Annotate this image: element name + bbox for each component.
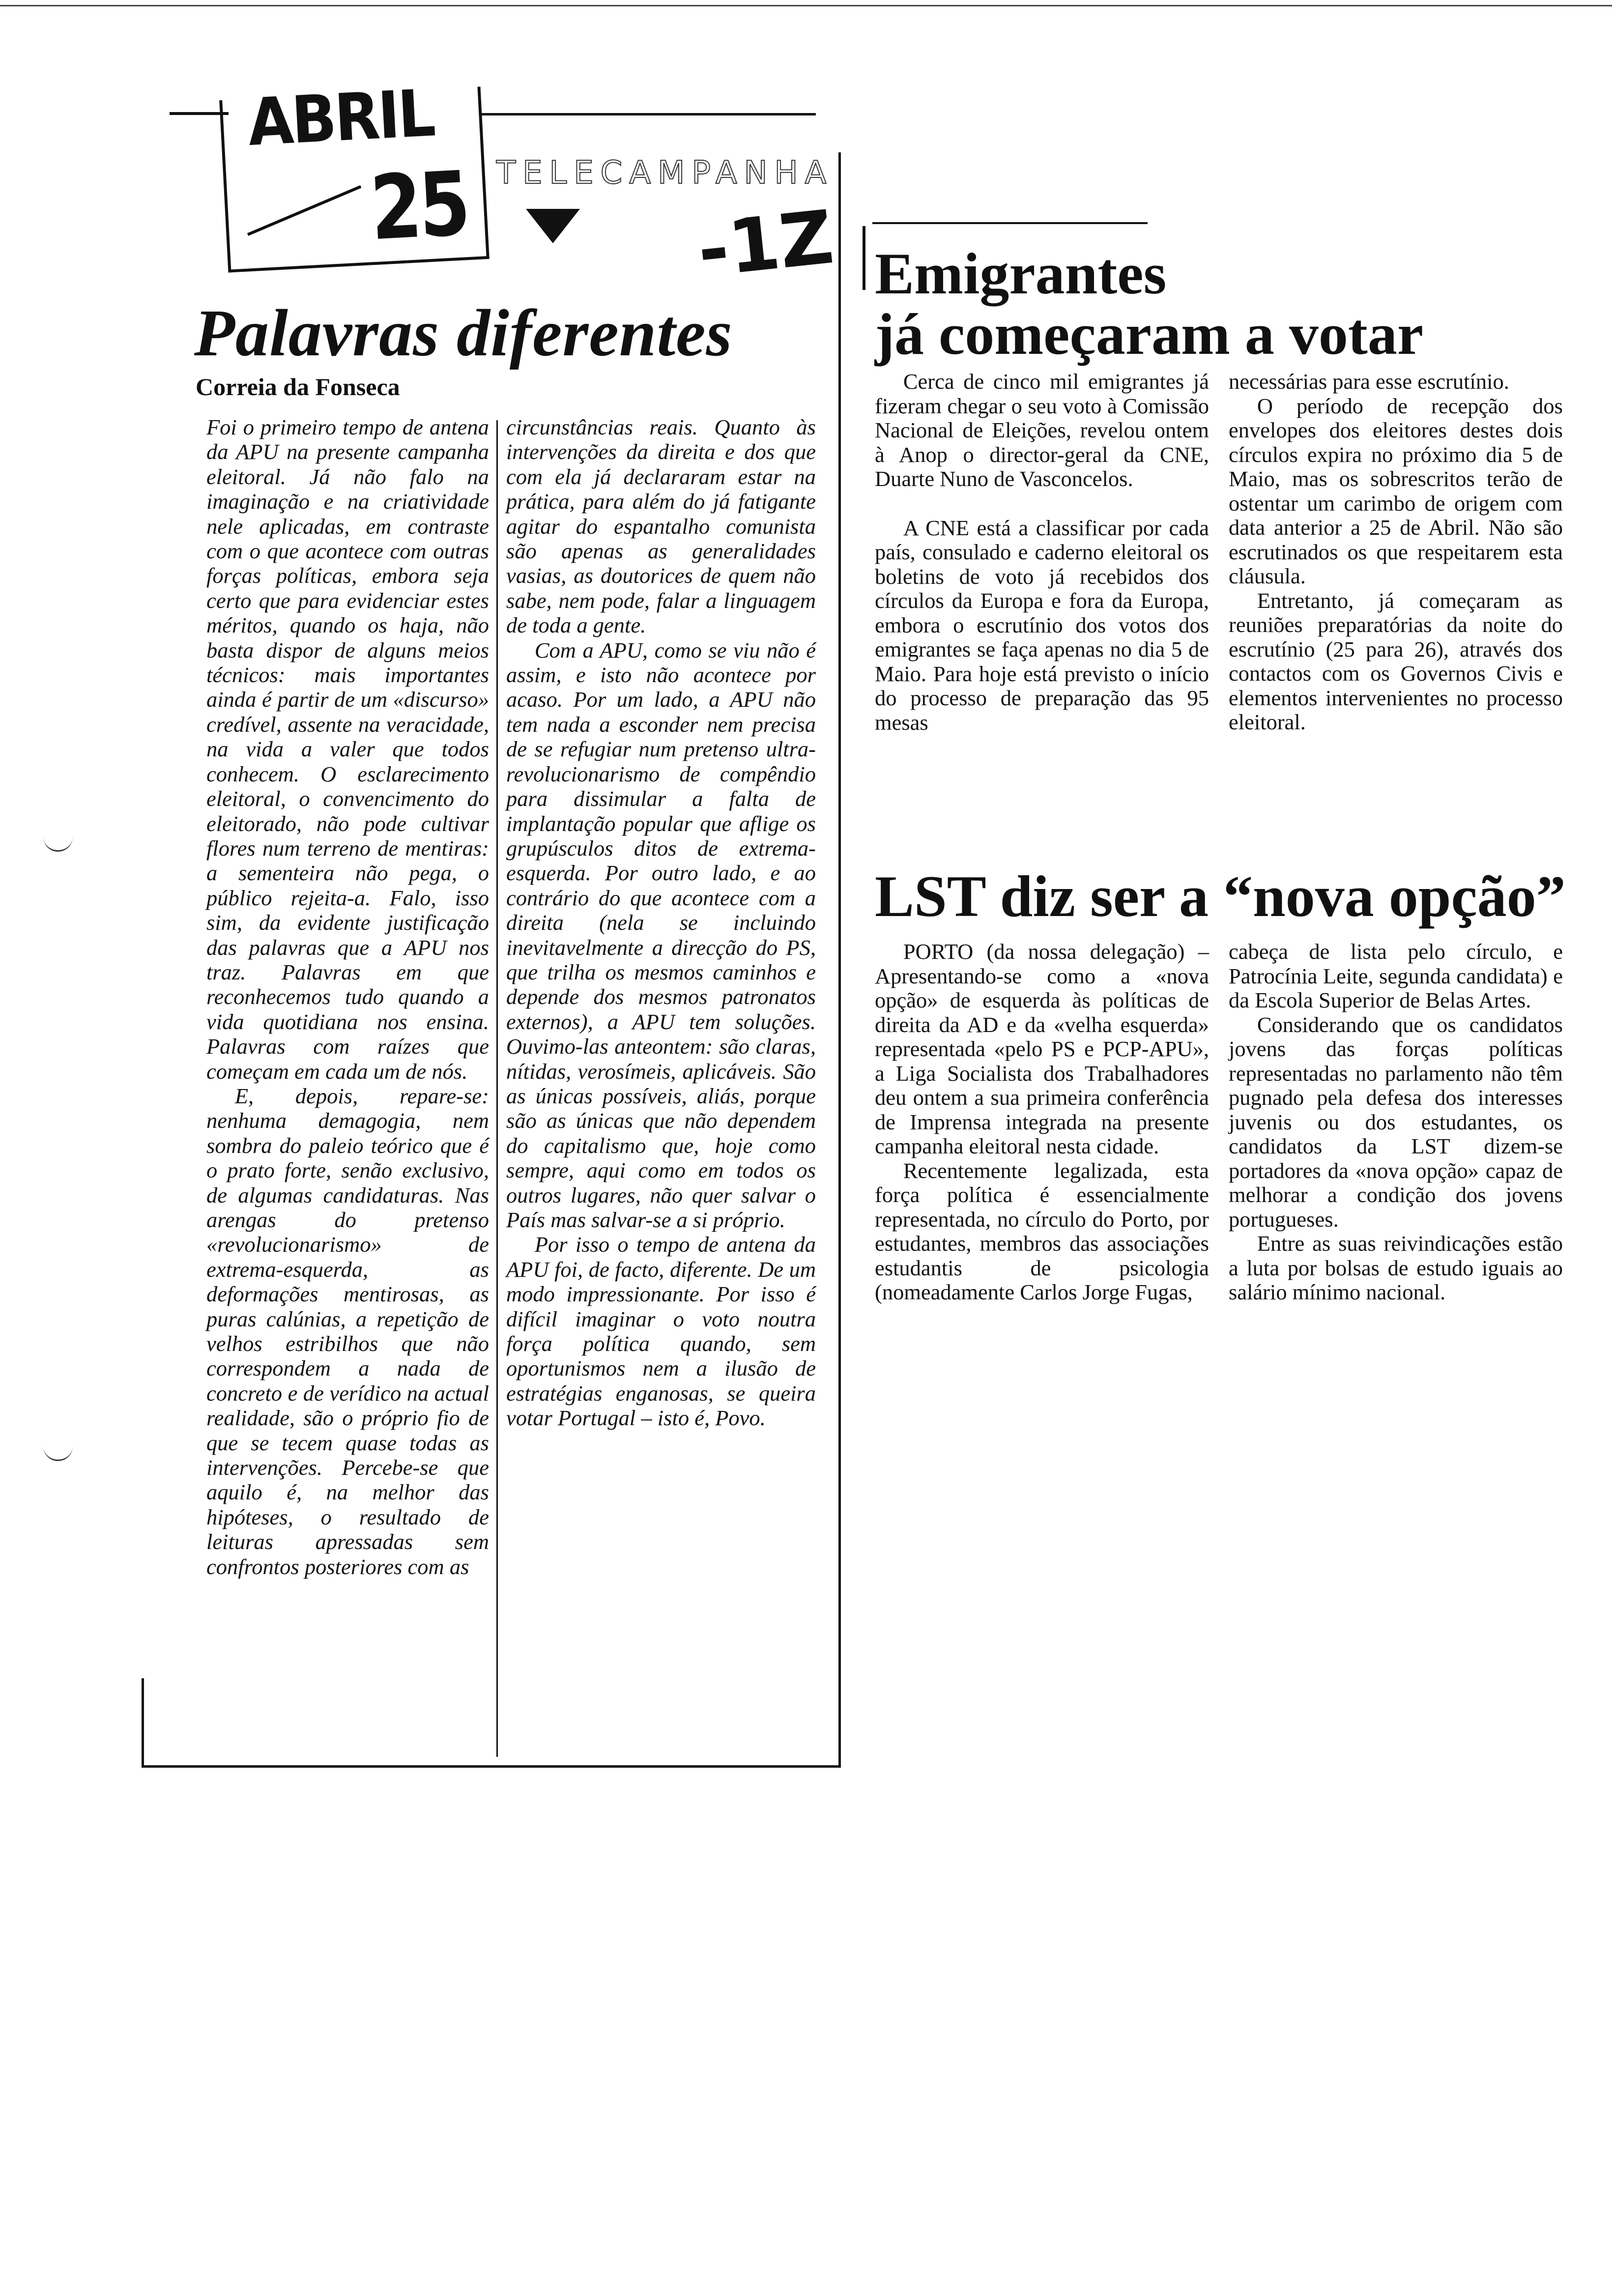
paragraph: O período de recepção dos envelopes dos eleitores destes dois círculos expira no próximo dia 5 de Maio, mas os sobrescritos terão de ostentar um carimbo de origem com data anterior a 25 de Abril. Não são escrutinados os que respeitarem esta cláusula.	[1229, 393, 1563, 588]
article-title: Palavras diferentes	[194, 296, 733, 370]
emigrantes-side-mark	[863, 226, 865, 290]
paragraph: E, depois, repare-se: nenhuma demagogia, nem sombra do paleio teórico que é o prato forte, senão exclusivo, de algumas candidaturas. Nas arengas do pretenso «revolucionarismo» de extrema-esquerda, as deformações mentirosas, as puras calúnias, a repetição de velhos estribilhos que não correspondem a nada de concreto e de verídico na actual realidade, são o próprio fio de que se tecem quase todas as intervenções. Percebe-se que aquilo é, na melhor das hipóteses, o resultado de leituras apressadas sem confrontos posteriores com as	[206, 1083, 489, 1579]
paragraph: Com a APU, como se viu não é assim, e isto não acontece por acaso. Por um lado, a APU não tem nada a esconder nem precisa de se refugiar num pretenso ultra-revolucionarismo de compêndio para dissimular a falta de implantação popular que aflige os grupúsculos ditos de extrema-esquerda. Por outro lado, e ao contrário do que acontece com a direita (nela se incluindo inevitavelmente a direcção do PS, que trilha os mesmos caminhos e depende dos mesmos patronatos externos), a APU tem soluções. Ouvimo-las anteontem: são claras, nítidas, verosímeis, aplicáveis. São as únicas possíveis, aliás, porque são as únicas que não dependem do capitalismo que, hoje como sempre, aqui como em todos os outros lugares, não quer salvar o País mas salvar-se a si próprio.	[506, 637, 816, 1232]
article-frame-left	[142, 1678, 144, 1767]
paragraph: Por isso o tempo de antena da APU foi, de facto, diferente. De um modo impressionante. Por isso é difícil imaginar o voto noutra força política quando, sem oportunismos nem a ilusão de estratégias enganosas, se queira votar Portugal – isto é, Povo.	[506, 1232, 816, 1431]
section-label: TELECAMPANHA	[496, 155, 834, 191]
lst-column-2	[1229, 940, 1563, 1305]
paragraph: Cerca de cinco mil emigrantes já fizeram chegar o seu voto à Comissão Nacional de Eleições, revelou ontem à Anop o director-geral da CNE, Duarte Nuno de Vasconcelos.	[875, 369, 1209, 491]
paragraph: PORTO (da nossa delegação) – Apresentando-se como a «nova opção» de esquerda às políticas de direita da AD e da «velha esquerda» representada «pelo PS e PCP-APU», a Liga Socialista dos Trabalhadores deu ontem a sua primeira conferência de Imprensa integrada na presente campanha eleitoral nesta cidade.	[875, 939, 1209, 1158]
paragraph: necessárias para esse escrutínio.	[1229, 369, 1509, 394]
paragraph: circunstâncias reais. Quanto às intervenções da direita e dos que com ela já declararam estar na prática, para além do já fatigante agitar do espantalho comunista são apenas as generalidades vasias, as doutorices de quem não sabe, nem pode, falar a linguagem de toda a gente.	[506, 415, 816, 638]
article-left-column-1	[206, 415, 489, 1579]
handwritten-note: -1Z	[693, 195, 837, 294]
column-divider	[496, 420, 498, 1757]
triangle-down-icon	[526, 209, 580, 243]
logo-month: ABRIL	[246, 76, 436, 161]
logo-slash-stroke	[247, 185, 361, 236]
emigrantes-top-rule	[872, 222, 1148, 224]
lst-column-1	[875, 940, 1209, 1305]
logo-box	[219, 76, 489, 272]
emigrantes-title-line-1: Emigrantes	[875, 241, 1167, 306]
margin-mark	[43, 1445, 73, 1461]
logo-rule-right	[482, 113, 816, 115]
logo-day: 25	[368, 152, 470, 260]
paragraph: Foi o primeiro tempo de antena da APU na presente campanha eleitoral. Já não falo na imaginação e na criatividade nele aplicadas, em contraste com o que acontece com outras forças políticas, embora seja certo que para evidenciar estes méritos, quando os haja, não basta dispor de alguns meios técnicos: mais importantes ainda é partir de um «discurso» credível, assente na veracidade, na vida a valer que todos conhecem. O esclarecimento eleitoral, o convencimento do eleitorado, não pode cultivar flores num terreno de mentiras: a sementeira não pega, o público rejeita-a. Falo, isso sim, da evidente justificação das palavras que a APU nos traz. Palavras em que reconhecemos tudo quando a vida quotidiana nos ensina. Palavras com raízes que começam em cada um de nós.	[206, 415, 489, 1084]
article-left-column-2	[506, 415, 816, 1431]
paragraph: Recentemente legalizada, esta força política é essencialmente representada, no círculo do Porto, por estudantes, membros das associações estudantis de psicologia (nomeadamente Carlos Jorge Fugas,	[875, 1158, 1209, 1304]
lst-title: LST diz ser a “nova opção”	[875, 863, 1566, 929]
margin-mark	[43, 835, 73, 852]
paragraph: A CNE está a classificar por cada país, consulado e caderno eleitoral os boletins de voto já recebidos dos círculos da Europa e fora da Europa, embora o escrutínio dos votos dos emigrantes se faça apenas no dia 5 de Maio. Para hoje está previsto o início do processo de preparação das 95 mesas	[875, 515, 1209, 735]
page-top-rule	[0, 5, 1612, 6]
emigrantes-column-1	[875, 370, 1209, 735]
article-frame-right	[838, 152, 841, 1768]
paragraph: Entretanto, já começaram as reuniões preparatórias da noite do escrutínio (25 para 26), através dos contactos com os Governos Civis e elementos intervenientes no processo eleitoral.	[1229, 588, 1563, 734]
article-byline: Correia da Fonseca	[196, 373, 400, 401]
emigrantes-title-line-2: já começaram a votar	[875, 301, 1424, 367]
emigrantes-column-2	[1229, 370, 1563, 735]
paragraph: Entre as suas reivindicações estão a luta por bolsas de estudo iguais ao salário mínimo nacional.	[1229, 1231, 1563, 1304]
paragraph: Considerando que os candidatos jovens das forças políticas representadas no parlamento não têm pugnado pela defesa dos interesses juvenis ou dos estudantes, os candidatos da LST dizem-se portadores da «nova opção» capaz de melhorar a condição dos jovens portugueses.	[1229, 1012, 1563, 1232]
article-frame-bottom	[142, 1765, 839, 1768]
paragraph: cabeça de lista pelo círculo, e Patrocínia Leite, segunda candidata) e da Escola Superior de Belas Artes.	[1229, 939, 1563, 1012]
